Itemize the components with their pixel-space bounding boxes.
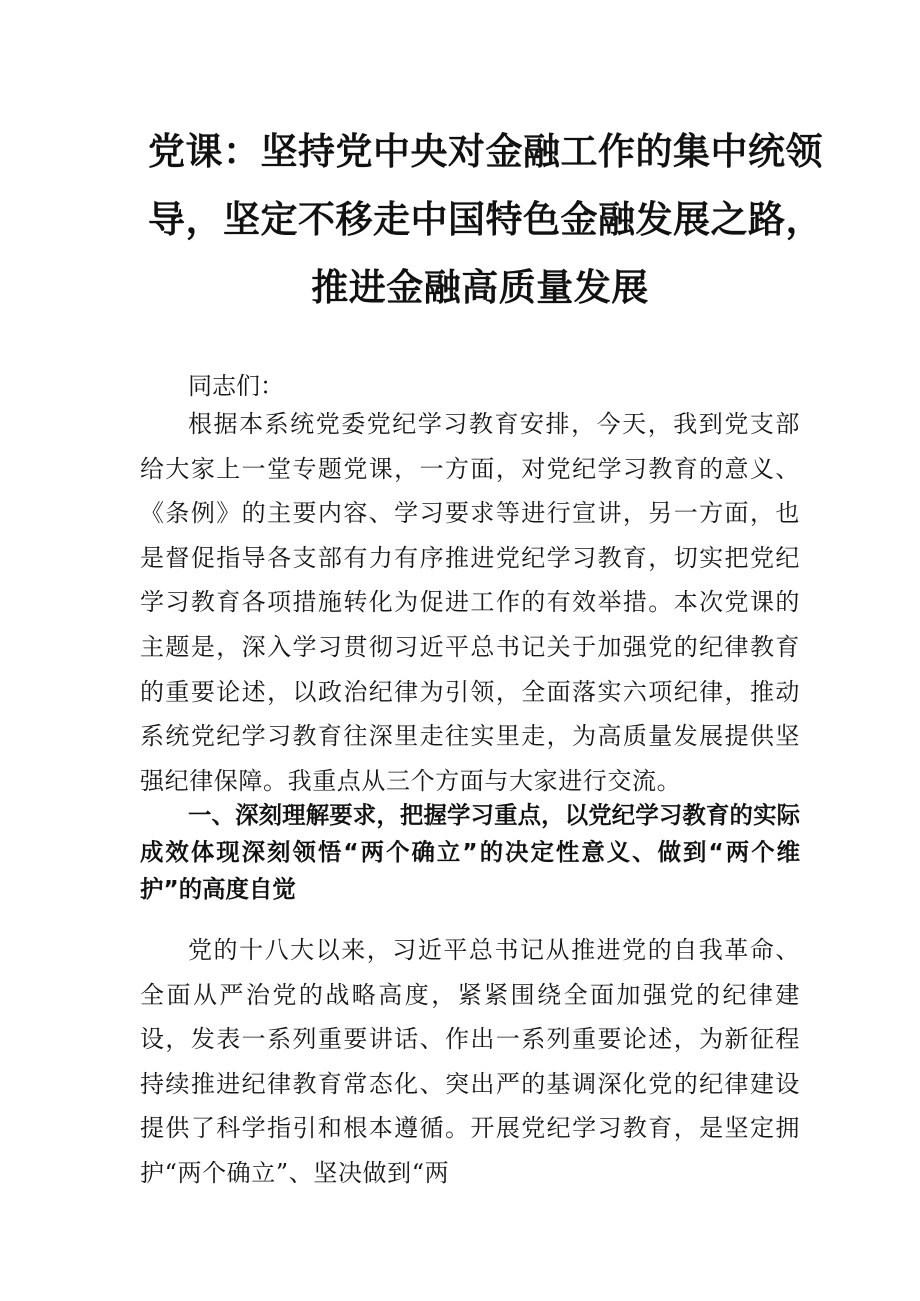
section-heading-1: 一、深刻理解要求，把握学习重点，以党纪学习教育的实际成效体现深刻领悟“两个确立”的决定性意义、做到“两个维护”的高度自觉 [140, 801, 800, 903]
title-line-3: 推进金融高质量发展 [311, 266, 649, 309]
greeting: 同志们： [188, 372, 284, 400]
body-paragraph-1: 根据本系统党委党纪学习教育安排，今天，我到党支部给大家上一堂专题党课，一方面，对党纪学习教育的意义、《条例》的主要内容、学习要求等进行宣讲，另一方面，也是督促指导各支部有力有序推进党纪学习教育，切实把党纪学习教育各项措施转化为促进工作的有效举措。本次党课的主题是，深入学习贯彻习近平总书记关于加强党的纪律教育的重要论述，以政治纪律为引领，全面落实六项纪律，推动系统党纪学习教育往深里走往实里走，为高质量发展提供坚强纪律保障。我重点从三个方面与大家进行交流。 [140, 410, 800, 795]
body-paragraph-2: 党的十八大以来，习近平总书记从推进党的自我革命、全面从严治党的战略高度，紧紧围绕全面加强党的纪律建设，发表一系列重要讲话、作出一系列重要论述，为新征程持续推进纪律教育常态化、突出严的基调深化党的纪律建设提供了科学指引和根本遵循。开展党纪学习教育，是坚定拥护“两个确立”、坚决做到“两 [140, 936, 800, 1187]
title-line-1: 党课：坚持党中央对金融工作的集中统领 [148, 130, 823, 173]
document-title [130, 118, 823, 322]
title-line-2: 导，坚定不移走中国特色金融发展之路， [148, 198, 823, 241]
